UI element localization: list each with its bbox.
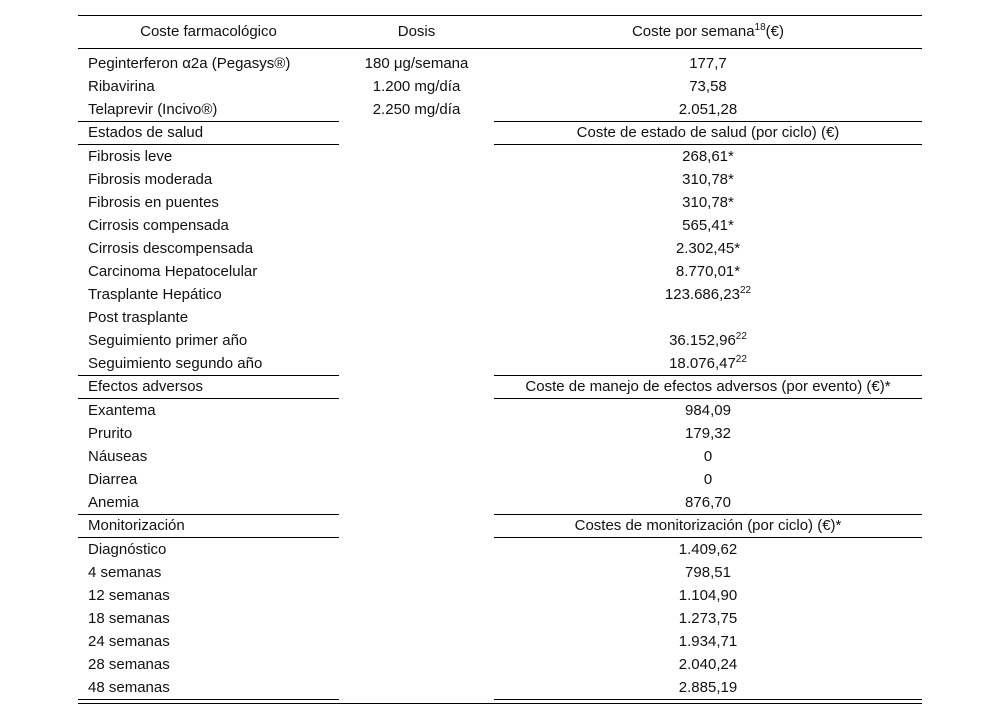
state-label: Fibrosis leve bbox=[88, 148, 173, 165]
section-title: Estados de salud bbox=[88, 124, 204, 141]
state-label: Fibrosis en puentes bbox=[88, 194, 219, 211]
state-label: Cirrosis descompensada bbox=[88, 240, 254, 257]
table-row bbox=[78, 191, 922, 214]
monitoring-cost: 1.104,90 bbox=[678, 587, 738, 604]
effect-label: Exantema bbox=[88, 402, 156, 419]
monitoring-label: 18 semanas bbox=[88, 610, 170, 627]
section-title: Efectos adversos bbox=[88, 378, 204, 395]
table-row bbox=[78, 422, 922, 445]
state-cost: 8.770,01* bbox=[675, 263, 741, 280]
effect-cost: 876,70 bbox=[685, 494, 731, 511]
monitoring-cost: 1.409,62 bbox=[678, 541, 738, 558]
monitoring-cost: 1.273,75 bbox=[678, 610, 738, 627]
table-row bbox=[78, 283, 922, 306]
effect-cost: 0 bbox=[703, 448, 713, 465]
state-label: Trasplante Hepático bbox=[88, 286, 222, 303]
state-cost: 310,78* bbox=[682, 171, 734, 188]
state-label: Seguimiento primer año bbox=[88, 332, 248, 349]
section-monitoring bbox=[78, 514, 922, 538]
header-dose: Dosis bbox=[397, 23, 436, 40]
table-bottom-rule bbox=[78, 699, 922, 705]
state-cost: 268,61* bbox=[682, 148, 734, 165]
effect-label: Náuseas bbox=[88, 448, 148, 465]
table-row bbox=[78, 468, 922, 491]
table-row bbox=[78, 445, 922, 468]
effect-cost: 179,32 bbox=[685, 425, 731, 442]
reference-sup: 22 bbox=[735, 354, 747, 365]
effect-cost: 0 bbox=[703, 471, 713, 488]
table-row bbox=[78, 491, 922, 514]
state-label: Post trasplante bbox=[88, 309, 189, 326]
table-row bbox=[78, 329, 922, 352]
monitoring-cost: 2.885,19 bbox=[678, 679, 738, 696]
state-cost: 565,41* bbox=[682, 217, 734, 234]
table-row bbox=[78, 561, 922, 584]
drug-name: Ribavirina bbox=[88, 78, 155, 95]
effect-label: Diarrea bbox=[88, 471, 138, 488]
section-cost-header: Costes de monitorización (por ciclo) (€)* bbox=[574, 517, 842, 534]
drug-name: Peginterferon α2a (Pegasys®) bbox=[88, 55, 291, 72]
effect-label: Anemia bbox=[88, 494, 139, 511]
monitoring-label: 4 semanas bbox=[88, 564, 162, 581]
table-row bbox=[78, 538, 922, 561]
section-cost-header: Coste de manejo de efectos adversos (por evento) (€)* bbox=[525, 378, 891, 395]
drug-cost: 73,58 bbox=[689, 78, 727, 95]
drug-dose: 2.250 mg/día bbox=[372, 101, 461, 118]
effect-label: Prurito bbox=[88, 425, 133, 442]
table-row bbox=[78, 306, 922, 329]
state-label: Seguimiento segundo año bbox=[88, 355, 263, 372]
header-weekly-cost: Coste por semana$^{18}$(€) bbox=[631, 22, 785, 40]
monitoring-label: 48 semanas bbox=[88, 679, 170, 696]
state-cost: 310,78* bbox=[682, 194, 734, 211]
reference-sup: 22 bbox=[735, 331, 747, 342]
drug-dose: 180 μg/semana bbox=[364, 55, 469, 72]
state-cost: 123.686,23$^{22}$ bbox=[664, 285, 752, 303]
state-cost: 2.302,45* bbox=[675, 240, 741, 257]
table-row bbox=[78, 352, 922, 375]
state-label: Cirrosis compensada bbox=[88, 217, 229, 234]
table-row bbox=[78, 630, 922, 653]
drug-dose: 1.200 mg/día bbox=[372, 78, 461, 95]
section-adverse-effects bbox=[78, 375, 922, 399]
state-cost: 36.152,96$^{22}$ bbox=[669, 331, 747, 349]
table-row bbox=[78, 584, 922, 607]
section-health-states bbox=[78, 121, 922, 145]
drug-cost: 177,7 bbox=[689, 55, 727, 72]
section-title: Monitorización bbox=[88, 517, 185, 534]
reference-sup: 22 bbox=[739, 285, 752, 296]
table-row bbox=[78, 214, 922, 237]
state-label: Carcinoma Hepatocelular bbox=[88, 263, 258, 280]
table-row bbox=[78, 98, 922, 121]
drug-name: Telaprevir (Incivo®) bbox=[88, 101, 218, 118]
table-row bbox=[78, 607, 922, 630]
table-row bbox=[78, 260, 922, 283]
monitoring-cost: 1.934,71 bbox=[678, 633, 738, 650]
table-row bbox=[78, 52, 922, 75]
header-drug-cost: Coste farmacológico bbox=[140, 23, 277, 40]
state-cost: 18.076,47$^{22}$ bbox=[669, 354, 747, 372]
effect-cost: 984,09 bbox=[685, 402, 731, 419]
monitoring-label: Diagnóstico bbox=[88, 541, 167, 558]
table-row bbox=[78, 168, 922, 191]
section-cost-header: Coste de estado de salud (por ciclo) (€) bbox=[576, 124, 840, 141]
monitoring-label: 28 semanas bbox=[88, 656, 170, 673]
table-row bbox=[78, 653, 922, 676]
state-label: Fibrosis moderada bbox=[88, 171, 213, 188]
monitoring-label: 12 semanas bbox=[88, 587, 170, 604]
table-row bbox=[78, 75, 922, 98]
monitoring-cost: 2.040,24 bbox=[678, 656, 738, 673]
monitoring-cost: 798,51 bbox=[685, 564, 731, 581]
table-row bbox=[78, 237, 922, 260]
cost-table bbox=[78, 15, 922, 705]
monitoring-label: 24 semanas bbox=[88, 633, 170, 650]
drug-cost: 2.051,28 bbox=[678, 101, 738, 118]
table-row bbox=[78, 145, 922, 168]
table-row bbox=[78, 399, 922, 422]
table-row bbox=[78, 676, 922, 699]
table-header bbox=[78, 15, 922, 49]
